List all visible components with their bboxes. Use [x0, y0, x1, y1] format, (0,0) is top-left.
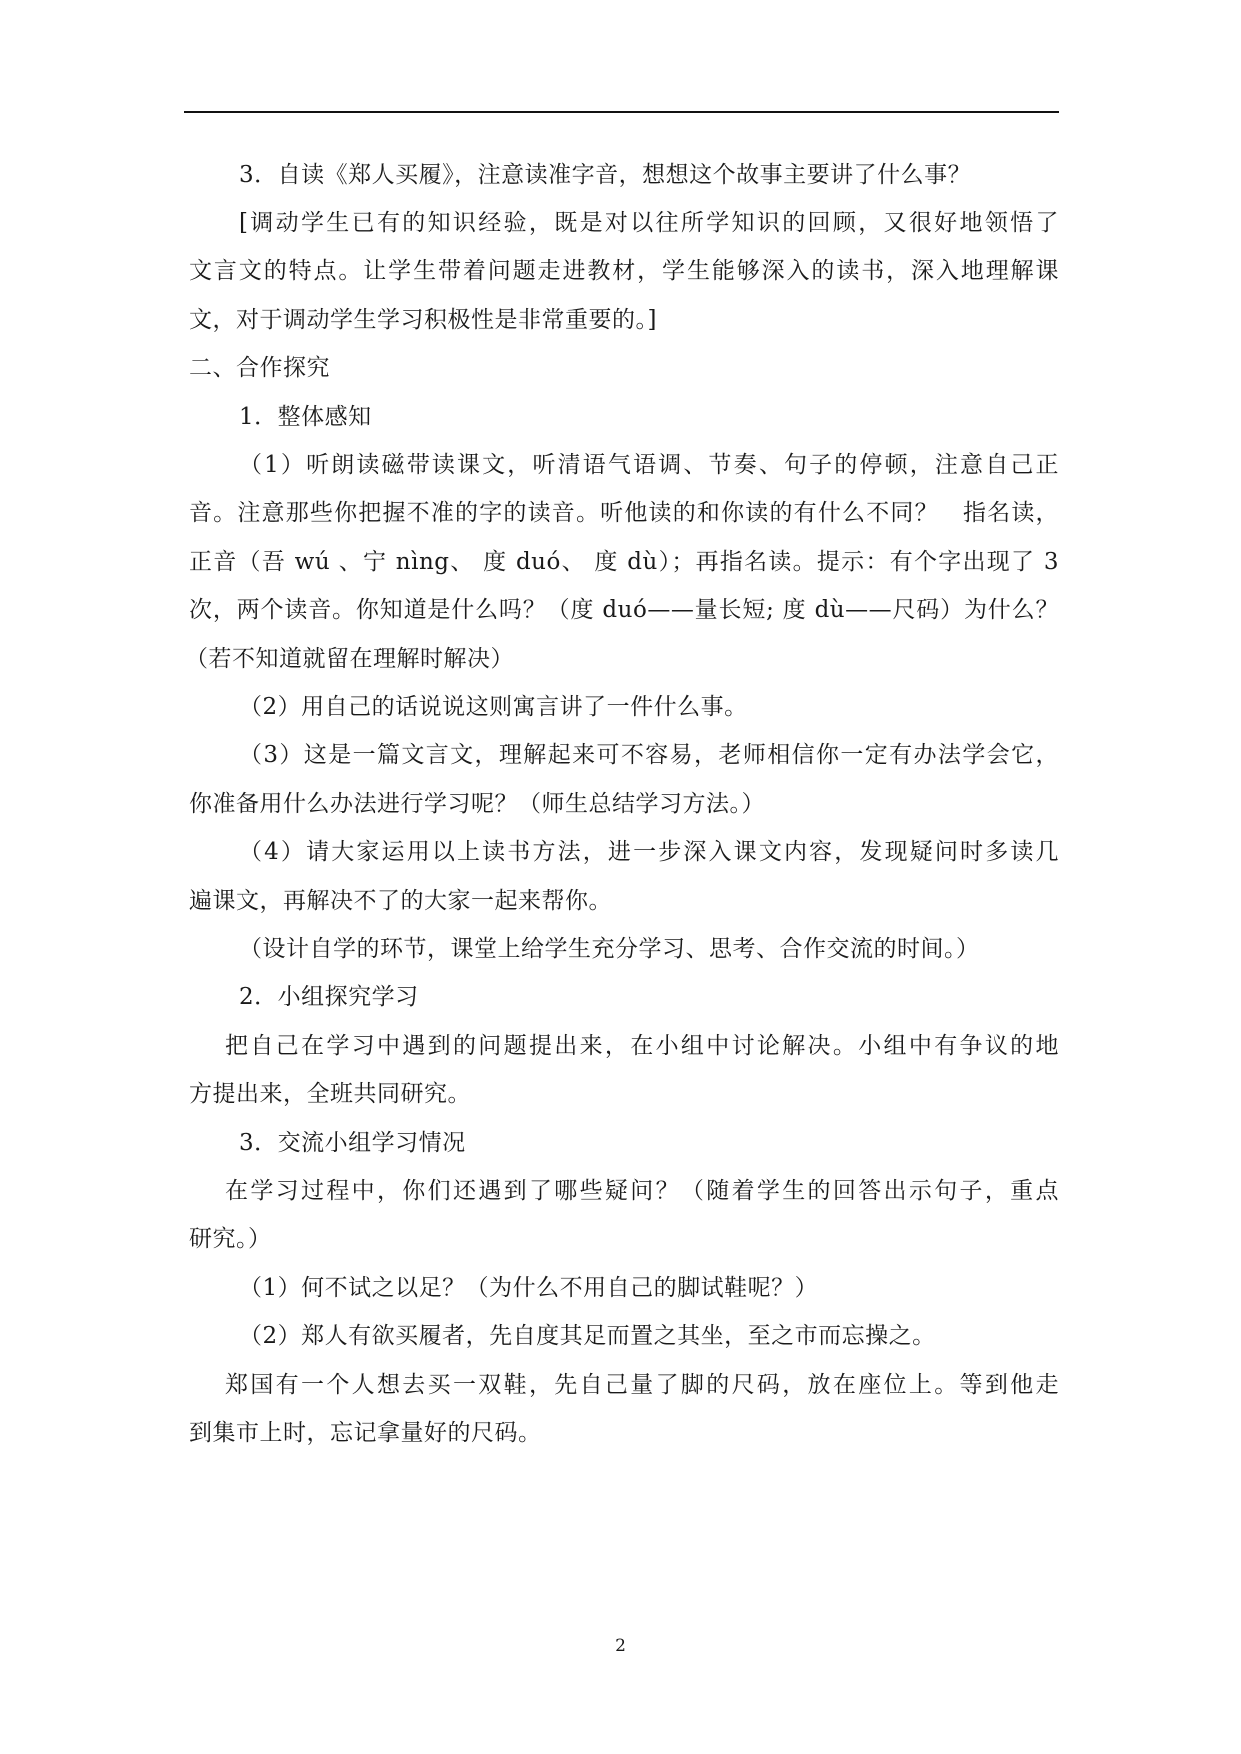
subsection-heading: 2．小组探究学习 — [239, 984, 419, 1010]
paragraph-line: （3）这是一篇文言文，理解起来可不容易，老师相信你一定有办法学会它， — [239, 742, 1059, 768]
paragraph-line: 3．自读《郑人买履》，注意读准字音，想想这个故事主要讲了什么事？ — [239, 162, 972, 188]
paragraph-line: 次，两个读音。你知道是什么吗？（度 duó——量长短; 度 dù——尺码）为什么？ — [189, 597, 1059, 623]
paragraph-line: [调动学生已有的知识经验，既是对以往所学知识的回顾，又很好地领悟了 — [239, 210, 1059, 236]
subsection-heading: 1．整体感知 — [239, 404, 372, 430]
page-number: 2 — [615, 1636, 626, 1656]
paragraph-line: 文，对于调动学生学习积极性是非常重要的。] — [189, 307, 657, 333]
paragraph-line: 郑国有一个人想去买一双鞋，先自己量了脚的尺码，放在座位上。等到他走 — [225, 1372, 1059, 1398]
paragraph-line: 正音（吾 wú 、宁 nìng、 度 duó、 度 dù）；再指名读。提示：有个字出现了 3 — [189, 549, 1059, 575]
subsection-heading: 3．交流小组学习情况 — [239, 1130, 466, 1156]
paragraph-line: （2）郑人有欲买履者，先自度其足而置之其坐，至之市而忘操之。 — [239, 1323, 936, 1349]
paragraph-line: （若不知道就留在理解时解决） — [185, 646, 514, 672]
paragraph-line: 方提出来，全班共同研究。 — [189, 1081, 471, 1107]
paragraph-line: 在学习过程中，你们还遇到了哪些疑问？（随着学生的回答出示句子，重点 — [225, 1178, 1059, 1204]
paragraph-line: 研究。） — [189, 1226, 272, 1252]
paragraph-line: 到集市上时，忘记拿量好的尺码。 — [189, 1420, 542, 1446]
paragraph-line: （1）何不试之以足？（为什么不用自己的脚试鞋呢？） — [239, 1275, 819, 1301]
paragraph-line: 你准备用什么办法进行学习呢？（师生总结学习方法。） — [189, 791, 765, 817]
paragraph-line: 把自己在学习中遇到的问题提出来，在小组中讨论解决。小组中有争议的地 — [225, 1033, 1059, 1059]
paragraph-line: （4）请大家运用以上读书方法，进一步深入课文内容，发现疑问时多读几 — [239, 839, 1059, 865]
paragraph-line: 遍课文，再解决不了的大家一起来帮你。 — [189, 888, 612, 914]
paragraph-line: （1）听朗读磁带读课文，听清语气语调、节奏、句子的停顿，注意自己正 — [239, 452, 1059, 478]
paragraph-line: （2）用自己的话说说这则寓言讲了一件什么事。 — [239, 694, 748, 720]
paragraph-line: 文言文的特点。让学生带着问题走进教材，学生能够深入的读书，深入地理解课 — [189, 258, 1059, 284]
section-heading: 二、合作探究 — [189, 355, 330, 381]
paragraph-line: （设计自学的环节，课堂上给学生充分学习、思考、合作交流的时间。） — [239, 936, 980, 962]
header-rule — [184, 111, 1059, 113]
paragraph-line: 音。注意那些你把握不准的字的读音。听他读的和你读的有什么不同？ 指名读， — [189, 500, 1059, 526]
